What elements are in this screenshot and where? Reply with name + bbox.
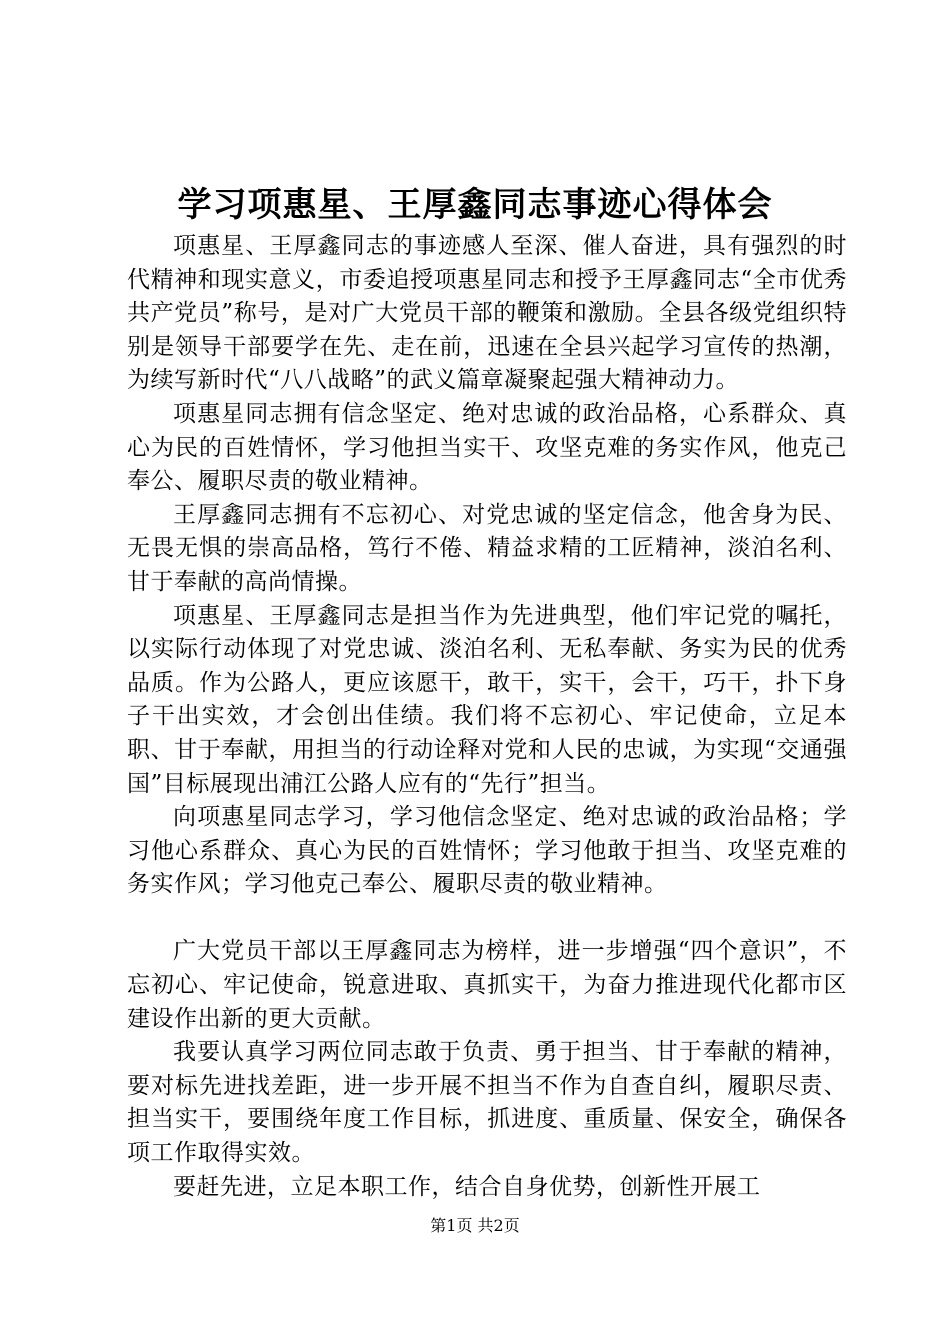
- paragraph-8: 要赶先进，立足本职工作，结合自身优势，创新性开展工: [173, 1173, 761, 1200]
- document-body: [127, 230, 847, 1204]
- paragraph-5: 向项惠星同志学习，学习他信念坚定、绝对忠诚的政治品格；学习他心系群众、真心为民的百姓情怀；学习他敢于担当、攻坚克难的务实作风；学习他克己奉公、履职尽责的敬业精神。: [127, 804, 847, 898]
- paragraph-7: 我要认真学习两位同志敢于负责、勇于担当、甘于奉献的精神，要对标先进找差距，进一步开展不担当不作为自查自纠，履职尽责、担当实干，要围绕年度工作目标，抓进度、重质量、保安全，确保各项工作取得实效。: [127, 1039, 847, 1167]
- paragraph-6: 广大党员干部以王厚鑫同志为榜样，进一步增强“四个意识”，不忘初心、牢记使命，锐意进取、真抓实干，为奋力推进现代化都市区建设作出新的更大贡献。: [127, 938, 847, 1032]
- paragraph-2: 项惠星同志拥有信念坚定、绝对忠诚的政治品格，心系群众、真心为民的百姓情怀，学习他担当实干、攻坚克难的务实作风，他克己奉公、履职尽责的敬业精神。: [127, 400, 847, 495]
- paragraph-gap: [127, 902, 847, 936]
- paragraph-3: 王厚鑫同志拥有不忘初心、对党忠诚的坚定信念，他舍身为民、无畏无惧的崇高品格，笃行不倦、精益求精的工匠精神，淡泊名利、甘于奉献的高尚情操。: [127, 501, 847, 595]
- paragraph-1: 项惠星、王厚鑫同志的事迹感人至深、催人奋进，具有强烈的时代精神和现实意义，市委追授项惠星同志和授予王厚鑫同志“全市优秀共产党员”称号，是对广大党员干部的鞭策和激励。全县各级党组织特别是领导干部要学在先、走在前，迅速在全县兴起学习宣传的热潮，为续写新时代“八八战略”的武义篇章凝聚起强大精神动力。: [127, 233, 847, 394]
- paragraph-4: 项惠星、王厚鑫同志是担当作为先进典型，他们牢记党的嘱托，以实际行动体现了对党忠诚、淡泊名利、无私奉献、务实为民的优秀品质。作为公路人，更应该愿干，敢干，实干，会干，巧干，扑下身子干出实效，才会创出佳绩。我们将不忘初心、牢记使命，立足本职、甘于奉献，用担当的行动诠释对党和人民的忠诚，为实现“交通强国”目标展现出浦江公路人应有的“先行”担当。: [127, 602, 847, 797]
- document-title: 学习项惠星、王厚鑫同志事迹心得体会: [177, 185, 773, 225]
- page-footer: 第1页 共2页: [430, 1216, 520, 1235]
